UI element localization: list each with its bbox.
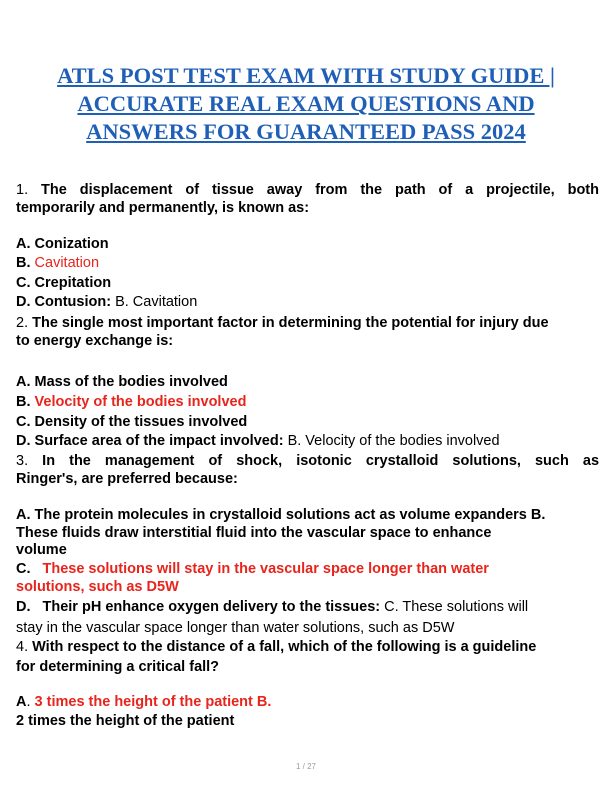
q1-option-b-letter: B. xyxy=(16,255,31,271)
q1-stem-text-1: The displacement of tissue away from the path of a projectile, both xyxy=(41,182,599,198)
q1-option-b xyxy=(16,254,99,272)
q3-stem-text-1: In the management of shock, isotonic crystalloid solutions, such as xyxy=(42,453,600,469)
q3-option-a-line-2: These fluids draw interstitial fluid into the vascular space to enhance xyxy=(16,525,492,541)
q1-option-c-letter: C. xyxy=(16,275,31,291)
q1-number: 1. xyxy=(16,182,29,198)
q4-option-a-dot: . xyxy=(26,694,31,710)
q1-option-d xyxy=(16,293,197,311)
q3-option-d-text: Their pH enhance oxygen delivery to the tissues: xyxy=(42,599,381,615)
q2-option-c-text: Density of the tissues involved xyxy=(34,414,248,430)
q3-stem-line-2: Ringer's, are preferred because: xyxy=(16,471,238,487)
q2-number: 2. xyxy=(16,315,29,331)
q1-option-a-text: Conization xyxy=(34,236,109,252)
q3-option-c-line-1 xyxy=(16,560,489,578)
q3-answer-line-2: stay in the vascular space longer than water solutions, such as D5W xyxy=(16,620,455,636)
q3-option-d-letter: D. xyxy=(16,599,31,615)
q3-option-d xyxy=(16,598,528,616)
q2-option-a xyxy=(16,373,228,391)
q3-number: 3. xyxy=(16,453,29,469)
q1-option-d-text: Contusion: xyxy=(34,294,112,310)
q1-stem-line-1 xyxy=(16,181,599,199)
q1-stem-line-2: temporarily and permanently, is known as: xyxy=(16,200,310,216)
q3-answer-line-1: C. These solutions will xyxy=(384,599,529,615)
q2-option-c-letter: C. xyxy=(16,414,31,430)
q1-option-a-letter: A. xyxy=(16,236,31,252)
q4-option-b: 2 times the height of the patient xyxy=(16,713,235,729)
q1-option-b-text: Cavitation xyxy=(34,255,100,271)
q2-option-c xyxy=(16,413,247,431)
title-line-2: ACCURATE REAL EXAM QUESTIONS AND xyxy=(77,91,535,116)
q4-stem-line-2: for determining a critical fall? xyxy=(16,659,220,675)
q4-stem-line-1 xyxy=(16,638,536,656)
q1-answer: B. Cavitation xyxy=(115,294,198,310)
q2-answer: B. Velocity of the bodies involved xyxy=(287,433,500,449)
q2-option-b xyxy=(16,393,246,411)
q1-option-d-letter: D. xyxy=(16,294,31,310)
q2-option-d xyxy=(16,432,500,450)
q3-option-c-text: These solutions will stay in the vascular space longer than water xyxy=(42,561,489,577)
q2-option-d-text: Surface area of the impact involved: xyxy=(34,433,284,449)
q1-option-a xyxy=(16,235,109,253)
q3-stem-line-1 xyxy=(16,452,599,470)
q2-stem-line-2: to energy exchange is: xyxy=(16,333,174,349)
q4-number: 4. xyxy=(16,639,29,655)
q2-option-a-letter: A. xyxy=(16,374,31,390)
q3-option-a-line-1: A. The protein molecules in crystalloid solutions act as volume expanders B. xyxy=(16,507,546,523)
q3-option-c-letter: C. xyxy=(16,561,31,577)
q3-option-a-line-3: volume xyxy=(16,542,67,558)
q2-option-d-letter: D. xyxy=(16,433,31,449)
q4-option-a xyxy=(16,693,271,711)
q1-option-c-text: Crepitation xyxy=(34,275,112,291)
q2-option-b-letter: B. xyxy=(16,394,31,410)
q4-option-a-text: 3 times the height of the patient B. xyxy=(34,694,272,710)
q2-stem-text-1: The single most important factor in determining the potential for injury due xyxy=(32,315,549,331)
document-title xyxy=(20,62,592,146)
title-line-3: ANSWERS FOR GUARANTEED PASS 2024 xyxy=(86,119,526,144)
page-number: 1 / 27 xyxy=(295,762,316,771)
q1-option-c xyxy=(16,274,111,292)
q2-option-a-text: Mass of the bodies involved xyxy=(34,374,228,390)
q4-stem-text-1: With respect to the distance of a fall, which of the following is a guideline xyxy=(32,639,537,655)
title-line-1: ATLS POST TEST EXAM WITH STUDY GUIDE | xyxy=(57,63,555,88)
q4-option-a-letter: A xyxy=(16,694,27,710)
q2-option-b-text: Velocity of the bodies involved xyxy=(34,394,247,410)
q3-option-c-line-2: solutions, such as D5W xyxy=(16,579,179,595)
q2-stem-line-1 xyxy=(16,314,549,332)
